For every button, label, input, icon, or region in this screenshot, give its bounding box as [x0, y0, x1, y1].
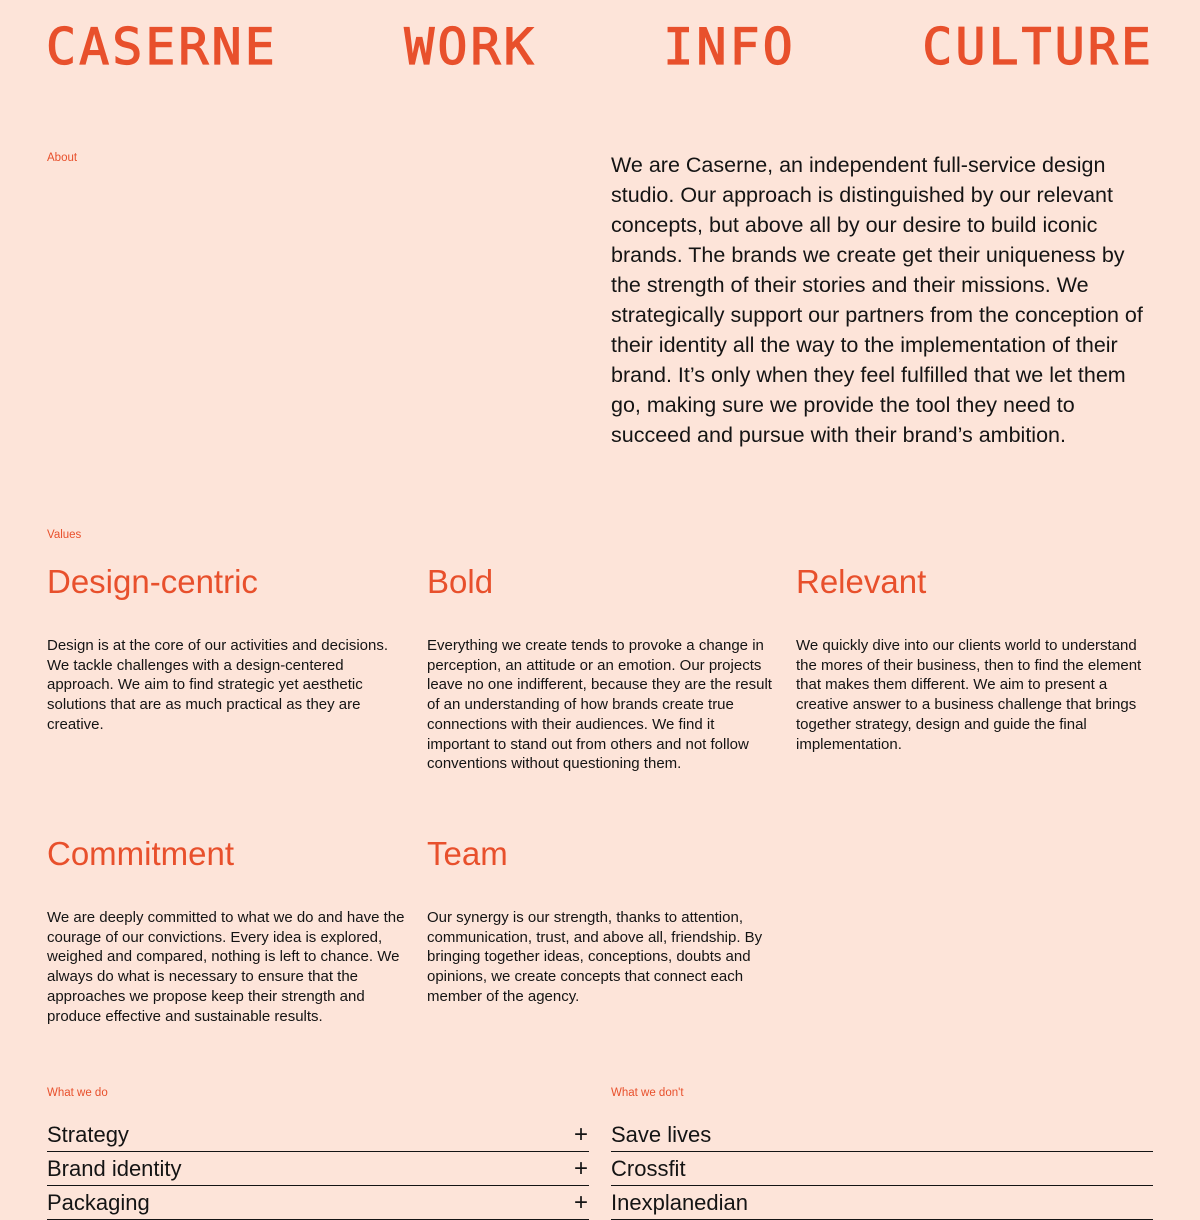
what-we-do-label: What we do	[47, 1087, 108, 1099]
value-title: Commitment	[47, 835, 235, 872]
value-card	[427, 562, 777, 774]
value-title: Design-centric	[47, 563, 258, 600]
nav-info-link[interactable]: INFO	[663, 18, 796, 76]
value-text: Our synergy is our strength, thanks to attention, communication, trust, and above all, friendship. By bringing together ideas, conceptions, doubts and opinions, we create concepts that connect each member of the agency.	[427, 909, 763, 1005]
nav-brand-logo[interactable]: CASERNE	[46, 18, 278, 76]
value-card	[427, 834, 777, 1007]
what-we-dont-label: What we don't	[611, 1087, 684, 1099]
dont-label: Inexplanedian	[611, 1190, 749, 1215]
service-label: Strategy	[47, 1122, 129, 1147]
plus-icon[interactable]: +	[573, 1189, 588, 1216]
service-label: Brand identity	[47, 1156, 182, 1181]
dont-label: Save lives	[611, 1122, 712, 1147]
value-text: We quickly dive into our clients world to understand the mores of their business, then to find the element that makes them different. We aim to present a creative answer to a business challenge that brings together strategy, design and guide the final implementation.	[796, 637, 1142, 753]
dont-row	[611, 1152, 1153, 1186]
value-title: Team	[427, 835, 508, 872]
plus-icon[interactable]: +	[573, 1121, 588, 1148]
service-row-brand-identity[interactable]	[47, 1152, 589, 1186]
value-text: Design is at the core of our activities and decisions. We tackle challenges with a design-centered approach. We aim to find strategic yet aesthetic solutions that are as much practical as they are creative.	[47, 637, 389, 733]
what-we-do-list	[47, 1118, 589, 1220]
dont-row	[611, 1186, 1153, 1220]
value-text: Everything we create tends to provoke a change in perception, an attitude or an emotion. Our projects leave no one indifferent, because they are the result of an understanding of how brands create true connections with their audiences. We find it important to stand out from others and not follow conventions without questioning them.	[427, 637, 772, 773]
nav-work-link[interactable]: WORK	[404, 18, 537, 76]
dont-row	[611, 1118, 1153, 1152]
plus-icon[interactable]: +	[573, 1155, 588, 1182]
value-card	[47, 834, 407, 1026]
value-text: We are deeply committed to what we do and have the courage of our convictions. Every idea is explored, weighed and compared, nothing is left to chance. We always do what is necessary to ensure that the approaches we propose keep their strength and produce effective and sustainable results.	[47, 909, 405, 1025]
what-we-dont-list	[611, 1118, 1153, 1220]
value-card	[796, 562, 1146, 754]
service-row-packaging[interactable]	[47, 1186, 589, 1220]
about-label: About	[47, 152, 78, 164]
main-nav	[46, 20, 1154, 74]
value-card	[47, 562, 407, 735]
about-text: We are Caserne, an independent full-service design studio. Our approach is distinguished by our relevant concepts, but above all by our desire to build iconic brands. The brands we create get their uniqueness by the strength of their stories and their missions. We strategically support our partners from the conception of their identity all the way to the implementation of their brand. It’s only when they feel fulfilled that we let them go, making sure we provide the tool they need to succeed and pursue with their brand’s ambition.	[611, 153, 1143, 447]
value-title: Bold	[427, 563, 494, 600]
value-title: Relevant	[796, 563, 927, 600]
dont-label: Crossfit	[611, 1156, 686, 1181]
service-row-strategy[interactable]	[47, 1118, 589, 1152]
values-label: Values	[47, 529, 82, 541]
nav-culture-link[interactable]: CULTURE	[922, 18, 1154, 76]
service-label: Packaging	[47, 1190, 150, 1215]
